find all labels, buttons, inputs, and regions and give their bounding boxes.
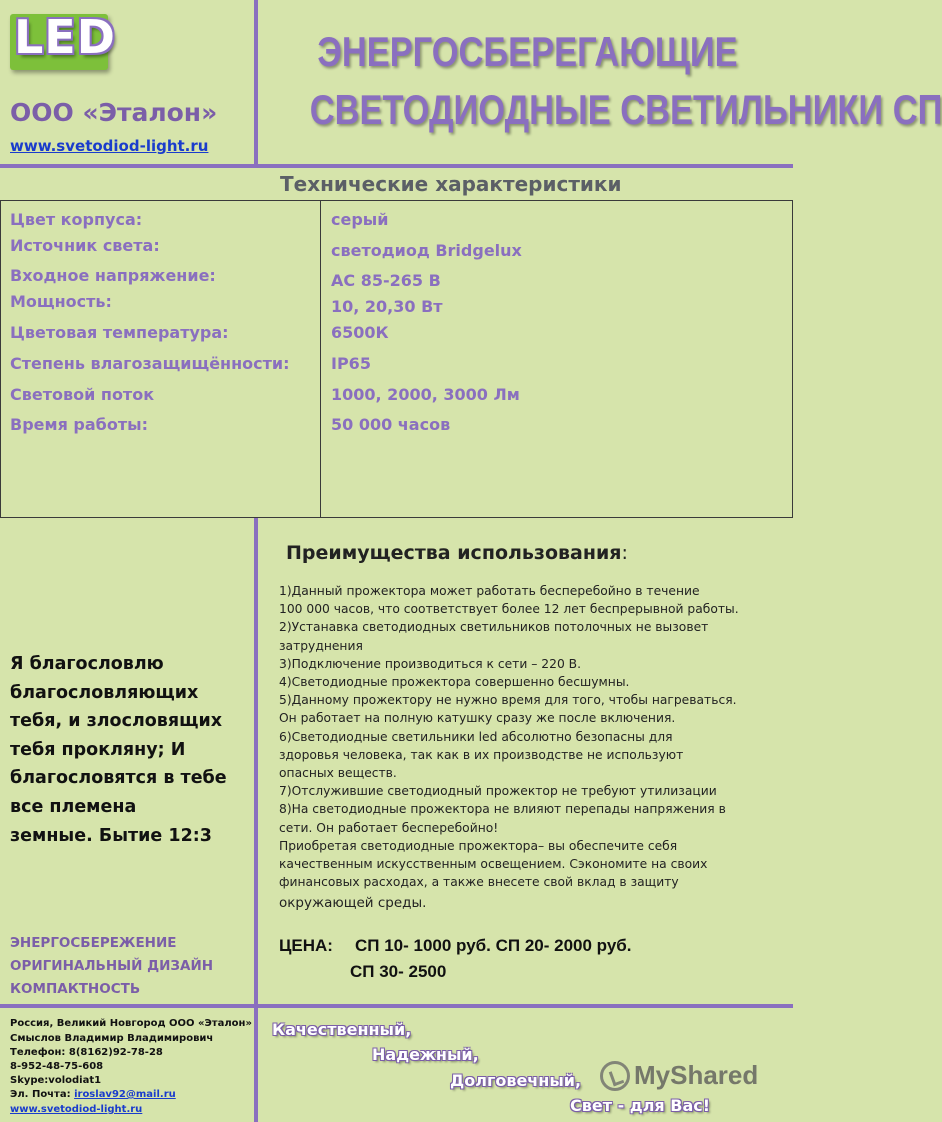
feature-energy-saving: ЭНЕРГОСБЕРЕЖЕНИЕ (10, 935, 177, 951)
spec-label-lifetime: Время работы: (10, 415, 148, 434)
spec-value-color-temperature: 6500К (331, 323, 389, 342)
quote-line: Я благословлю (10, 654, 164, 674)
specs-heading: Технические характеристики (280, 172, 622, 196)
advantage-line: качественным искусственным освещением. Сэкономите на своих (279, 857, 708, 872)
price-line-1: СП 10- 1000 руб. СП 20- 2000 руб. (355, 936, 632, 955)
advantages-list (279, 582, 779, 913)
contact-phone-2: 8-952-48-75-608 (10, 1061, 104, 1072)
advantage-line: 8)На светодиодные прожектора не влияют перепады напряжения в (279, 802, 726, 817)
title-line-2: СВЕТОДИОДНЫЕ СВЕТИЛЬНИКИ СП (309, 86, 942, 133)
footer-divider (0, 1004, 793, 1008)
contact-website-row (10, 1104, 142, 1115)
quote-line: тебя прокляну; И (10, 739, 186, 760)
advantages-heading (286, 542, 628, 564)
spec-label-light-source: Источник света: (10, 236, 160, 255)
myshared-logo-icon (600, 1061, 630, 1091)
spec-label-input-voltage: Входное напряжение: (10, 266, 216, 285)
spec-label-color-temperature: Цветовая температура: (10, 323, 229, 342)
quote-line: земные. Бытие 12:3 (10, 825, 212, 846)
feature-compactness: КОМПАКТНОСТЬ (10, 981, 141, 997)
contact-skype: Skype:volodiat1 (10, 1075, 102, 1086)
advantage-line: сети. Он работает бесперебойно! (279, 820, 499, 835)
advantage-line: Он работает на полную катушку сразу же после включения. (279, 711, 676, 726)
slogan-light-for-you: Свет - для Вас! (570, 1096, 711, 1115)
advantage-line: 1)Данный прожектора может работать бесперебойно в течение (279, 584, 700, 598)
advantage-line: 4)Светодиодные прожектора совершенно бесшумны. (279, 675, 630, 690)
spec-value-light-source: светодиод Bridgelux (331, 241, 522, 260)
myshared-watermark (600, 1060, 758, 1091)
led-logo-text: LED (14, 10, 116, 64)
quote-line: все племена (10, 796, 137, 817)
contact-person: Смыслов Владимир Владимирович (10, 1033, 214, 1044)
spec-value-input-voltage: AC 85-265 B (331, 271, 441, 290)
spec-label-luminous-flux: Световой поток (10, 385, 155, 404)
company-website-link[interactable]: www.svetodiod-light.ru (10, 137, 209, 155)
advantage-line: 2)Устанавка светодиодных светильников потолочных не вызовет (279, 620, 709, 635)
advantage-line: окружающей среды. (279, 895, 427, 912)
quote-line: благословятся в тебе (10, 768, 227, 789)
advantage-line: 6)Светодиодные светильники led абсолютно безопасны для (279, 729, 673, 744)
feature-original-design: ОРИГИНАЛЬНЫЙ ДИЗАЙН (10, 958, 214, 974)
header-divider (0, 164, 793, 168)
advantages-heading-colon: : (621, 542, 628, 564)
contact-email-link[interactable]: iroslav92@mail.ru (74, 1089, 176, 1100)
spec-value-lifetime: 50 000 часов (331, 415, 451, 434)
myshared-watermark-text: MyShared (634, 1060, 759, 1090)
bottom-vertical-divider (254, 1004, 258, 1122)
middle-vertical-divider (254, 518, 258, 1008)
spec-value-case-color: серый (331, 210, 389, 229)
price-line-2: СП 30- 2500 (350, 962, 447, 981)
advantage-line: 100 000 часов, что соответствует более 12 лет беспрерывной работы. (279, 602, 739, 617)
contact-website-link[interactable]: www.svetodiod-light.ru (10, 1104, 143, 1115)
advantages-heading-text: Преимущества использования (286, 542, 622, 564)
contact-address: Россия, Великий Новгород ООО «Эталон» (10, 1018, 252, 1029)
bible-quote (10, 650, 250, 850)
slogan-quality: Качественный, (272, 1020, 412, 1039)
spec-value-power: 10, 20,30 Вт (331, 297, 443, 316)
spec-label-power: Мощность: (10, 292, 112, 311)
quote-line: благословляющих (10, 682, 199, 703)
top-vertical-divider (254, 0, 258, 168)
advantage-line: опасных веществ. (279, 766, 397, 781)
slogan-reliable: Надежный, (372, 1045, 479, 1064)
slogan-durable: Долговечный, (450, 1071, 582, 1090)
advantage-line: здоровья человека, так как в их производстве не используют (279, 747, 684, 762)
specs-column-divider (320, 200, 321, 518)
advantage-line: 3)Подключение производиться к сети – 220 В. (279, 656, 582, 671)
advantage-line: 7)Отслужившие светодиодный прожектор не требуют утилизации (279, 784, 717, 799)
advantage-line: затруднения (279, 638, 363, 653)
spec-value-luminous-flux: 1000, 2000, 3000 Лм (331, 385, 520, 404)
advantage-line: финансовых расходах, а также внесете свой вклад в защиту (279, 875, 679, 890)
spec-label-case-color: Цвет корпуса: (10, 210, 143, 229)
contact-email-row (10, 1089, 176, 1100)
advantage-line: 5)Данному прожектору не нужно время для того, чтобы нагреваться. (279, 693, 737, 708)
advantage-line: Приобретая светодиодные прожектора– вы обеспечите себя (279, 838, 678, 853)
contact-email-label: Эл. Почта: (10, 1089, 75, 1100)
contact-phone-1: Телефон: 8(8162)92-78-28 (10, 1047, 163, 1058)
spec-label-ingress-protection: Степень влагозащищённости: (10, 354, 290, 373)
company-name: ООО «Эталон» (10, 98, 218, 127)
quote-line: тебя, и злословящих (10, 711, 222, 732)
price-label: ЦЕНА: (279, 936, 333, 955)
title-line-1: ЭНЕРГОСБЕРЕГАЮЩИЕ (317, 28, 738, 75)
spec-value-ingress-protection: IP65 (331, 354, 371, 373)
